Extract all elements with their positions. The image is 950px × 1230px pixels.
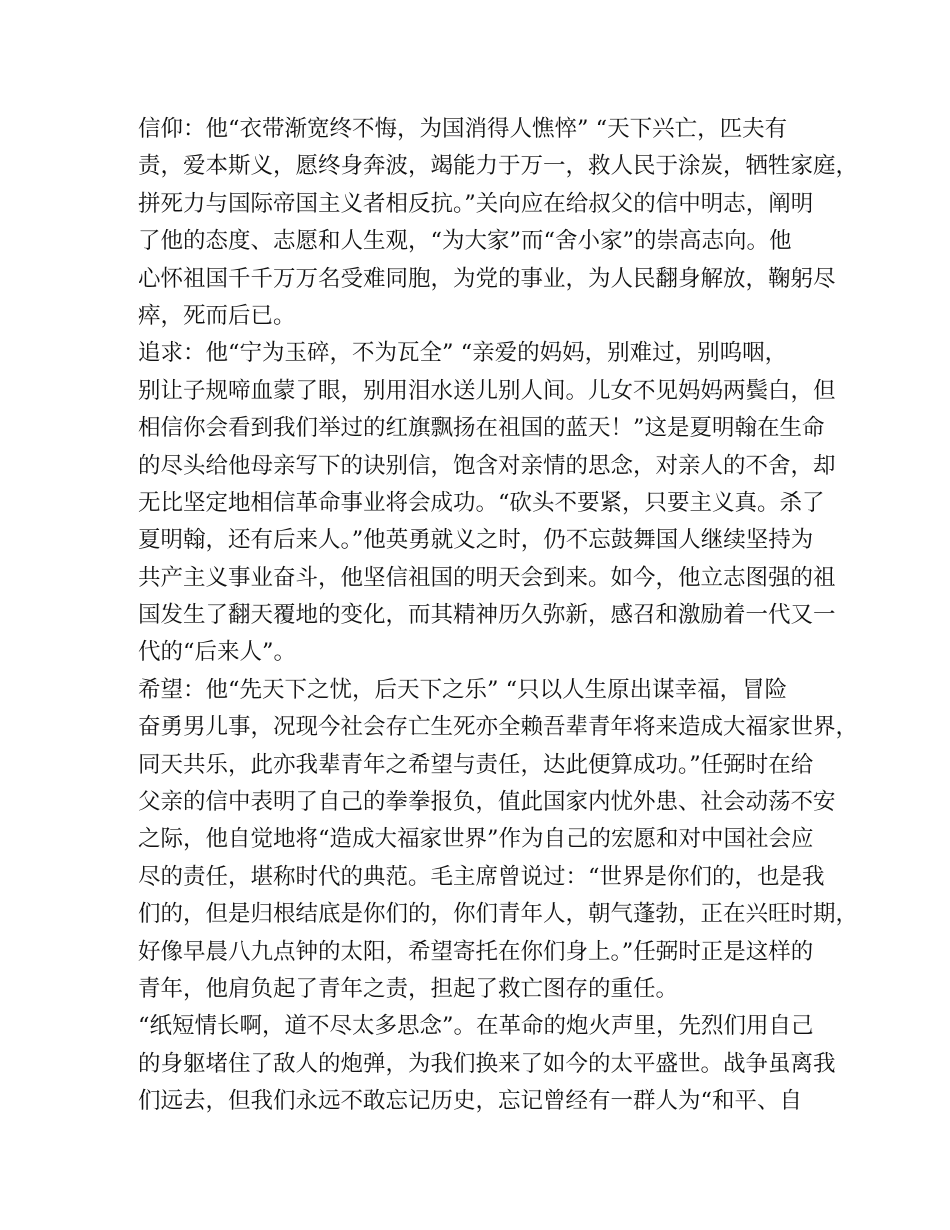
text-line: 拼死力与国际帝国主义者相反抗。”关向应在给叔父的信中明志，阐明 [138, 190, 814, 217]
text-line: 追求：他“宁为玉碎，不为瓦全” “亲爱的妈妈，别难过，别呜咽， [138, 340, 788, 367]
text-line: 希望：他“先天下之忧，后天下之乐” “只以人生原出谋幸福，冒险 [138, 676, 788, 703]
text-line: 好像早晨八九点钟的太阳，希望寄托在你们身上。”任弼时正是这样的 [138, 938, 814, 965]
text-line: 责，爱本斯义，愿终身奔波，竭能力于万一，救人民于涂炭，牺牲家庭， [138, 153, 859, 180]
text-line: 同天共乐，此亦我辈青年之希望与责任，达此便算成功。”任弼时在给 [138, 751, 814, 778]
text-line: 心怀祖国千千万万名受难同胞，为党的事业，为人民翻身解放，鞠躬尽 [138, 265, 836, 292]
text-line: 之际，他自觉地将“造成大福家世界”作为自己的宏愿和对中国社会应 [138, 826, 814, 853]
text-line: 的身躯堵住了敌人的炮弹，为我们换来了如今的太平盛世。战争虽离我 [138, 1050, 836, 1077]
text-line: 共产主义事业奋斗，他坚信祖国的明天会到来。如今，他立志图强的祖 [138, 564, 836, 591]
text-line: 尽的责任，堪称时代的典范。毛主席曾说过：“世界是你们的，也是我 [138, 863, 825, 890]
text-line: 无比坚定地相信革命事业将会成功。“砍头不要紧，只要主义真。杀了 [138, 489, 825, 516]
text-line: 们的，但是归根结底是你们的，你们青年人，朝气蓬勃，正在兴旺时期， [138, 901, 859, 928]
text-line: 别让子规啼血蒙了眼，别用泪水送儿别人间。儿女不见妈妈两鬓白，但 [138, 377, 836, 404]
text-line: 们远去，但我们永远不敢忘记历史，忘记曾经有一群人为“和平、自 [138, 1088, 803, 1115]
text-line: 夏明翰，还有后来人。”他英勇就义之时，仍不忘鼓舞国人继续坚持为 [138, 527, 814, 554]
text-line: 信仰：他“衣带渐宽终不悔，为国消得人憔悴” “天下兴亡，匹夫有 [138, 116, 788, 142]
text-line: 父亲的信中表明了自己的拳拳报负，值此国家内忧外患、社会动荡不安 [138, 789, 836, 816]
text-line: 的尽头给他母亲写下的诀别信，饱含对亲情的思念，对亲人的不舍，却 [138, 452, 836, 479]
text-line: 代的“后来人”。 [138, 639, 297, 666]
text-line: 奋勇男儿事，况现今社会存亡生死亦全赖吾辈青年将来造成大福家世界， [138, 714, 859, 741]
text-line: 了他的态度、志愿和人生观，“为大家”而“舍小家”的崇高志向。他 [138, 228, 792, 255]
body-text [138, 111, 859, 1121]
text-line: 青年，他肩负起了青年之责，担起了救亡图存的重任。 [138, 975, 679, 1002]
text-line: “纸短情长啊，道不尽太多思念”。在革命的炮火声里，先烈们用自己 [138, 1013, 814, 1040]
text-line: 国发生了翻天覆地的变化，而其精神历久弥新，感召和激励着一代又一 [138, 602, 836, 629]
text-line: 瘁，死而后已。 [138, 302, 296, 329]
text-line: 相信你会看到我们举过的红旗飘扬在祖国的蓝天！”这是夏明翰在生命 [138, 415, 825, 442]
